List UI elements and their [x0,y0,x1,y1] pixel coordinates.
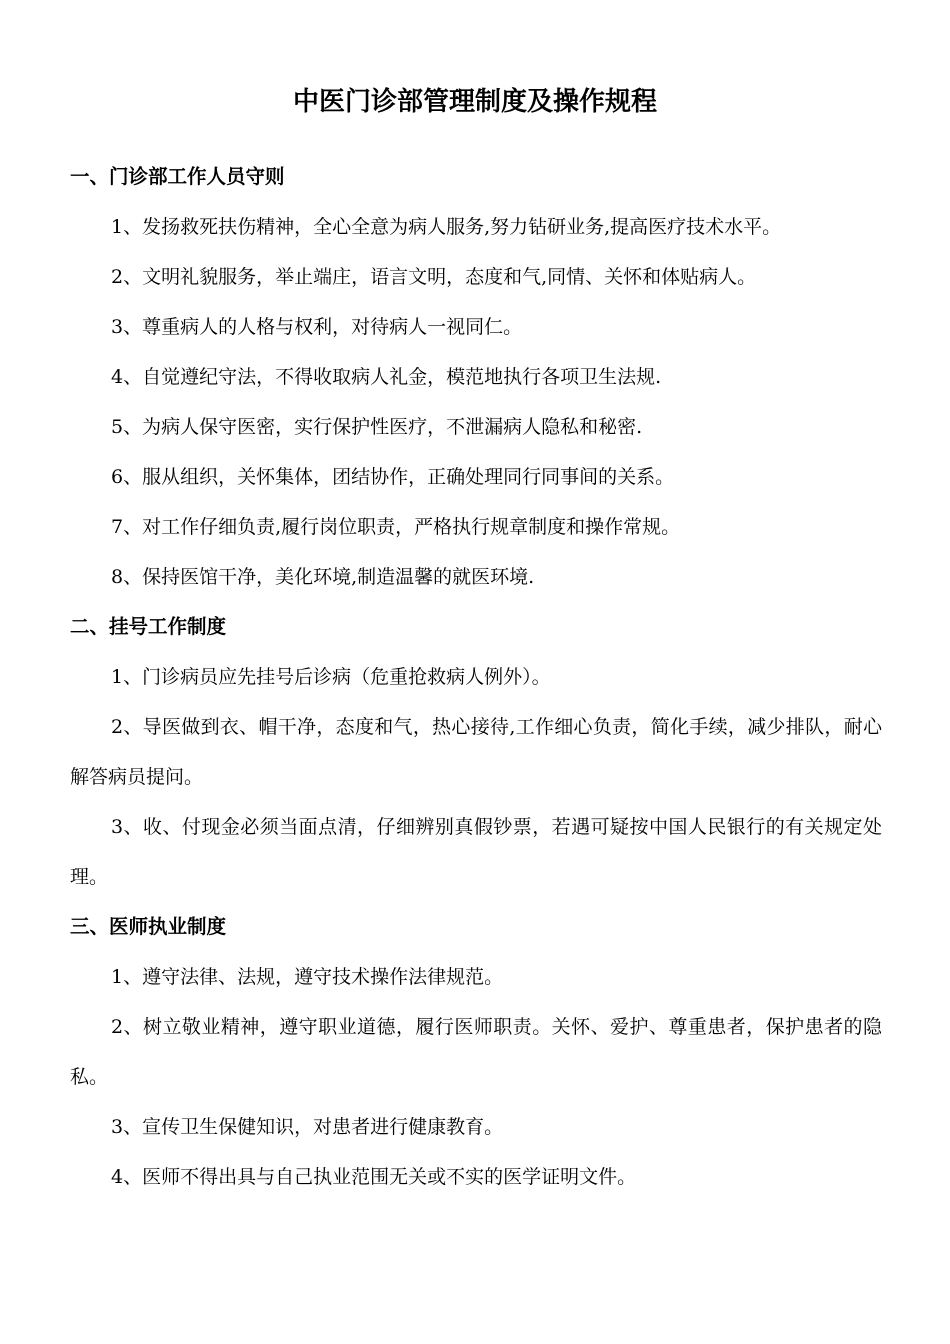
rule-item: 7、对工作仔细负责,履行岗位职责，严格执行规章制度和操作常规。 [111,516,681,538]
rule-item: 5、为病人保守医密，实行保护性医疗，不泄漏病人隐私和秘密. [111,416,643,438]
section-heading: 三、医师执业制度 [70,915,227,938]
rule-item: 1、发扬救死扶伤精神，全心全意为病人服务,努力钻研业务,提高医疗技术水平。 [111,216,782,238]
rule-item: 6、服从组织，关怀集体，团结协作，正确处理同行同事间的关系。 [111,466,675,488]
rule-item: 2、导医做到衣、帽干净，态度和气，热心接待,工作细心负责，简化手续，减少排队，耐心解答病员提问。 [70,716,882,788]
rule-item: 2、树立敬业精神，遵守职业道德，履行医师职责。关怀、爱护、尊重患者，保护患者的隐私。 [70,1016,882,1088]
rule-item: 1、门诊病员应先挂号后诊病（危重抢救病人例外）。 [111,666,551,688]
section-staff-code [70,152,882,602]
section-heading: 一、门诊部工作人员守则 [70,165,285,188]
section-registration [70,602,882,902]
rule-item: 3、收、付现金必须当面点清，仔细辨别真假钞票，若遇可疑按中国人民银行的有关规定处理。 [70,816,882,888]
section-heading: 二、挂号工作制度 [70,615,227,638]
rule-item: 4、医师不得出具与自己执业范围无关或不实的医学证明文件。 [111,1166,637,1188]
rule-item: 8、保持医馆干净，美化环境,制造温馨的就医环境. [111,566,535,588]
rule-item: 2、文明礼貌服务，举止端庄，语言文明，态度和气,同情、关怀和体贴病人。 [111,266,757,288]
document-title: 中医门诊部管理制度及操作规程 [292,87,657,117]
section-physician-practice [70,902,882,1202]
rule-item: 3、尊重病人的人格与权利，对待病人一视同仁。 [111,316,523,338]
rule-item: 3、宣传卫生保健知识，对患者进行健康教育。 [111,1116,504,1138]
rule-item: 1、遵守法律、法规，遵守技术操作法律规范。 [111,966,504,988]
rule-item: 4、自觉遵纪守法，不得收取病人礼金，模范地执行各项卫生法规. [111,366,662,388]
document-body [70,152,882,1202]
